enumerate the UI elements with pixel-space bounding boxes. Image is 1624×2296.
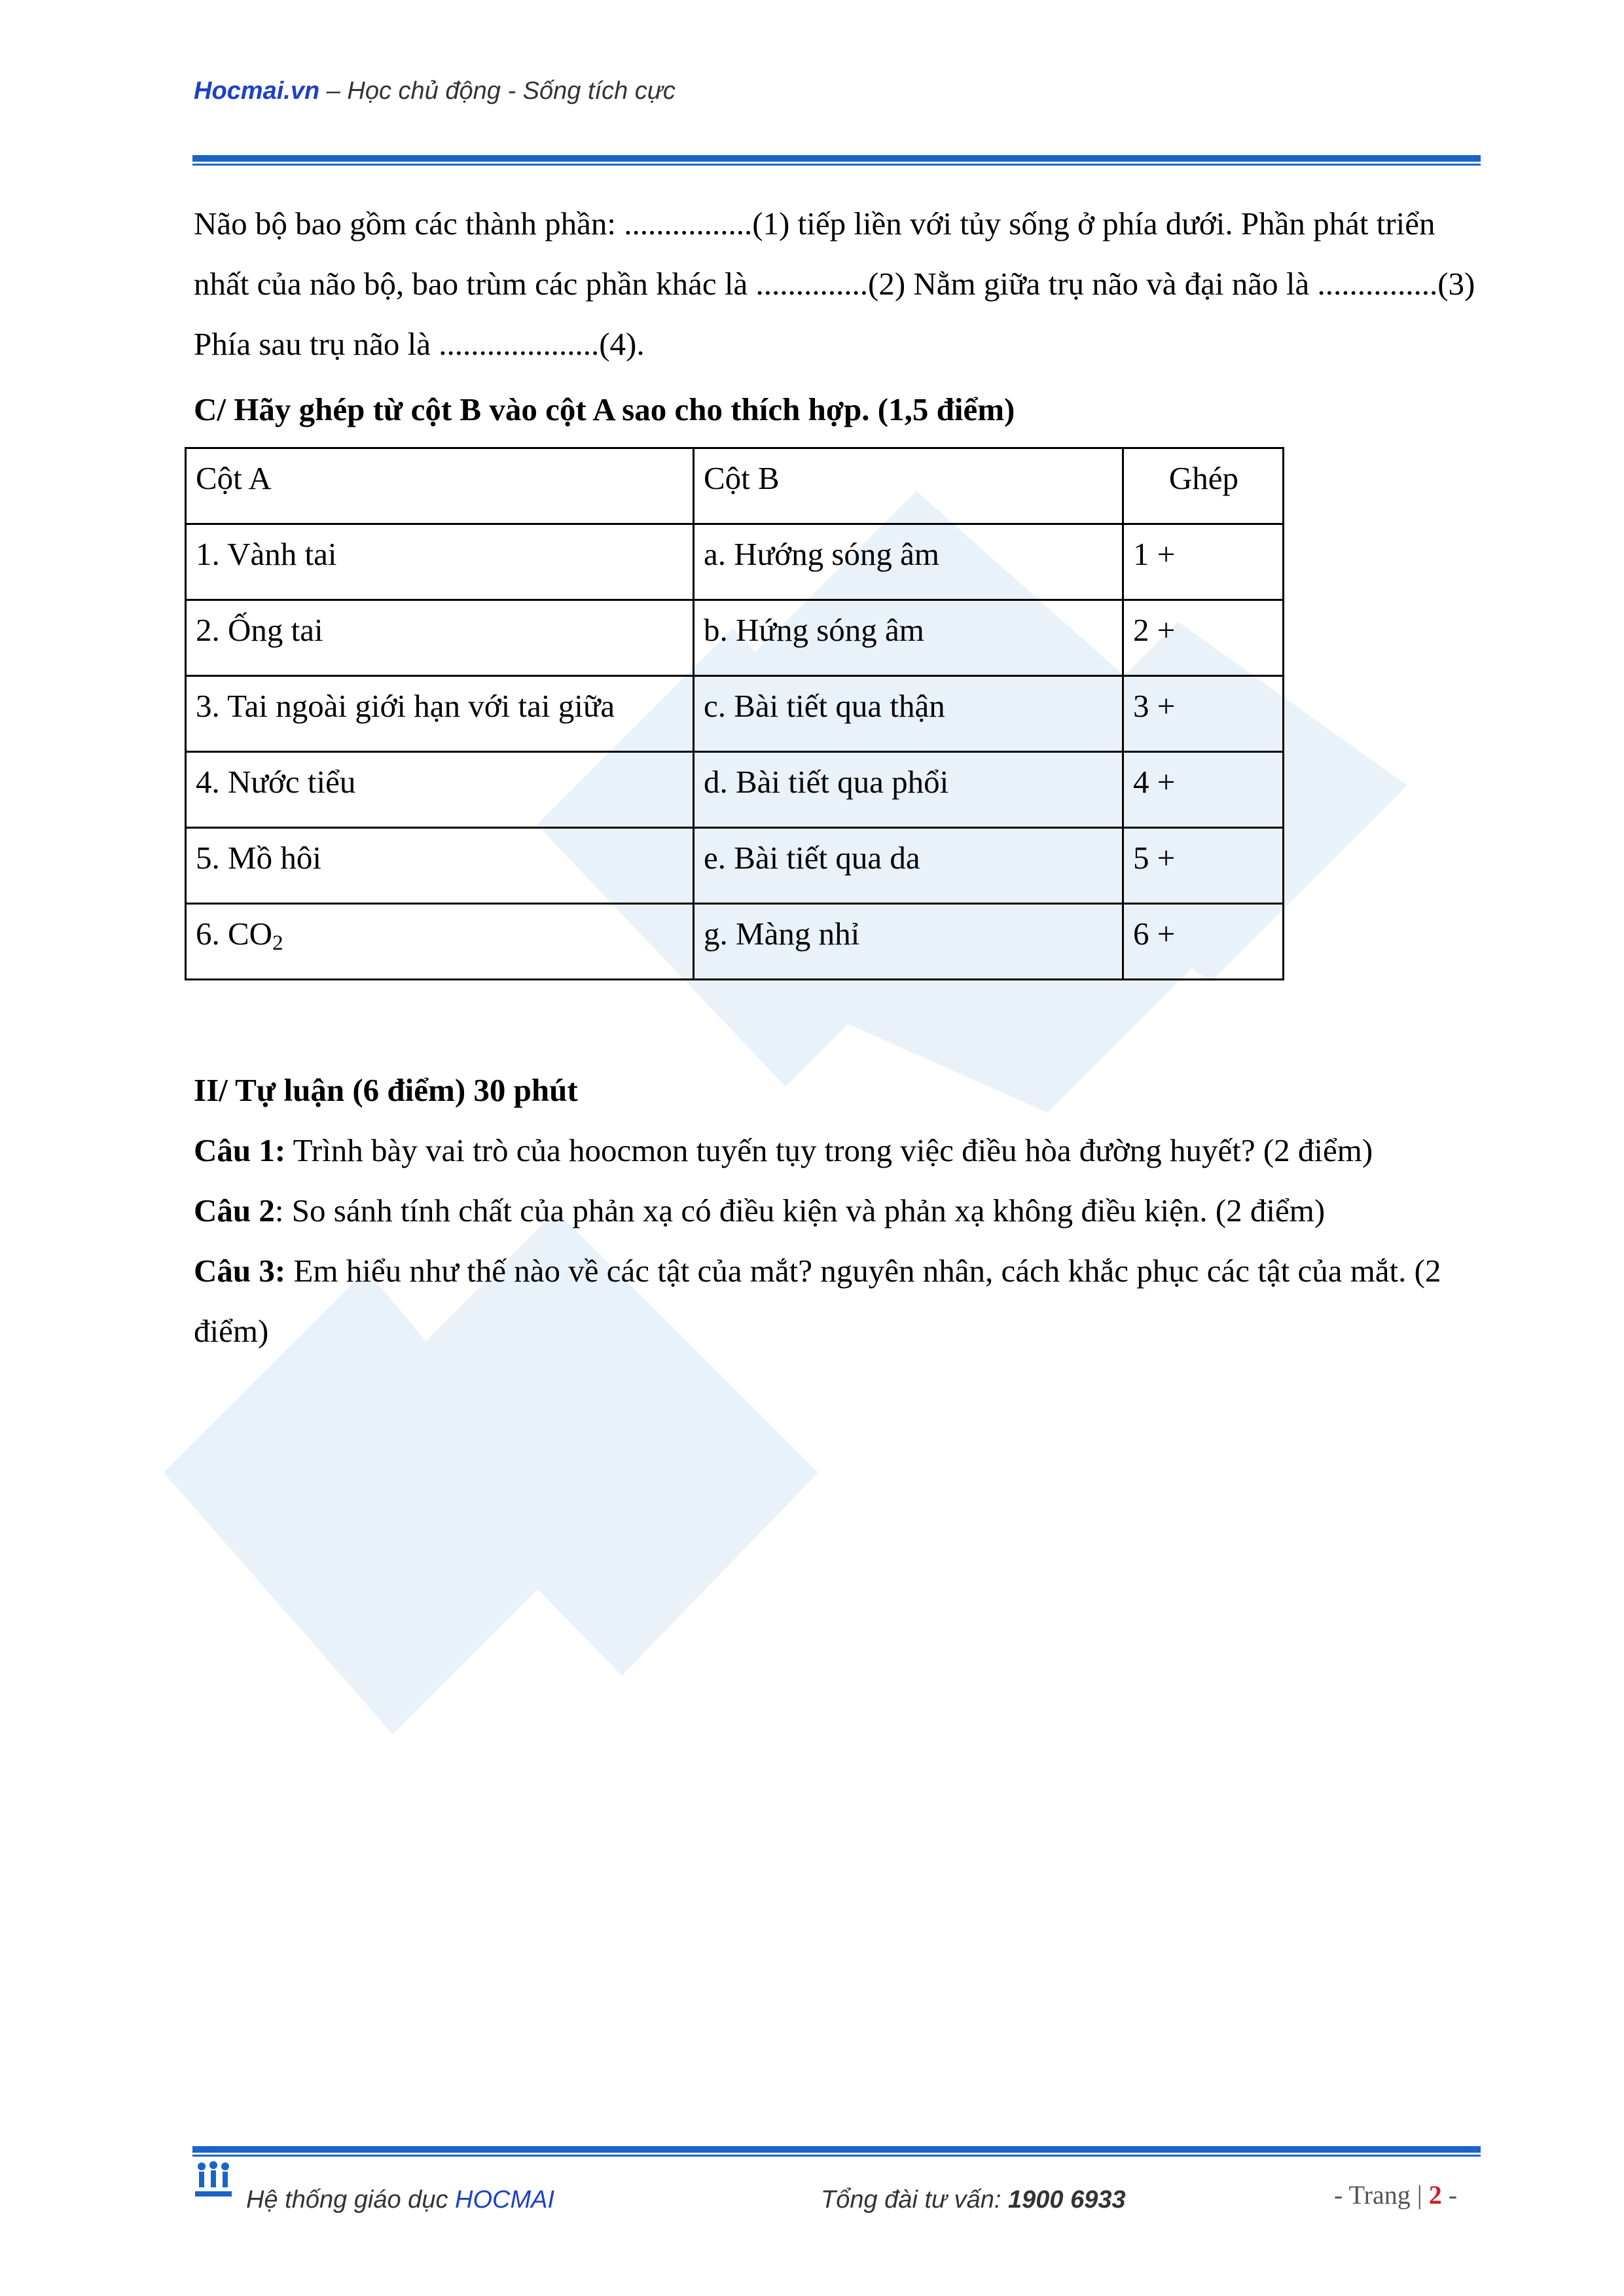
- section-c-title: C/ Hãy ghép từ cột B vào cột A sao cho thích hợp. (1,5 điểm): [194, 391, 1015, 427]
- cell-match: 3 +: [1123, 676, 1284, 752]
- header-divider-thin: [192, 164, 1481, 166]
- cell-b: b. Hứng sóng âm: [694, 600, 1123, 676]
- part-ii-title: II/ Tự luận (6 điểm) 30 phút: [194, 1072, 578, 1108]
- question-1-text: Trình bày vai trò của hoocmon tuyến tụy trong việc điều hòa đường huyết? (2 điểm): [285, 1132, 1373, 1168]
- cell-a: [186, 904, 694, 980]
- question-1-label: Câu 1:: [194, 1132, 286, 1168]
- header-divider: [192, 155, 1481, 162]
- cell-match: 4 +: [1123, 752, 1284, 828]
- cell-b: d. Bài tiết qua phổi: [694, 752, 1123, 828]
- cell-match: 5 +: [1123, 828, 1284, 904]
- cell-a: 4. Nước tiểu: [186, 752, 694, 828]
- question-2-text: : So sánh tính chất của phản xạ có điều kiện và phản xạ không điều kiện. (2 điểm): [274, 1193, 1326, 1229]
- footer-system: [246, 2186, 554, 2214]
- header-col-c: Ghép: [1123, 448, 1284, 524]
- table-row: [186, 524, 1284, 600]
- footer-brand: HOCMAI: [455, 2186, 555, 2214]
- cell-match: 6 +: [1123, 904, 1284, 980]
- question-3: [194, 1241, 1481, 1361]
- cell-a: 3. Tai ngoài giới hạn với tai giữa: [186, 676, 694, 752]
- question-2: [194, 1181, 1481, 1241]
- part-ii: [194, 1060, 1481, 1361]
- page-num: 2: [1428, 2180, 1442, 2210]
- co2-subscript: 2: [272, 931, 283, 955]
- footer-divider: [192, 2146, 1481, 2153]
- header-brand: Hocmai.vn: [194, 77, 320, 105]
- header-slogan: – Học chủ động - Sống tích cực: [319, 77, 676, 105]
- table-row: [186, 600, 1284, 676]
- table-row: [186, 828, 1284, 904]
- question-3-label: Câu 3:: [194, 1253, 286, 1289]
- table-row: [186, 904, 1284, 980]
- question-2-label: Câu 2: [194, 1193, 275, 1229]
- cell-b: g. Màng nhỉ: [694, 904, 1123, 980]
- footer-hotline-number: 1900 6933: [1008, 2186, 1126, 2214]
- cell-match: 1 +: [1123, 524, 1284, 600]
- cell-b: c. Bài tiết qua thận: [694, 676, 1123, 752]
- cell-b: a. Hướng sóng âm: [694, 524, 1123, 600]
- footer-divider-thin: [192, 2155, 1481, 2157]
- table-header-row: [186, 448, 1284, 524]
- brain-paragraph: Não bộ bao gồm các thành phần: ................(1) tiếp liền với tủy sống ở phía dưới. Phần phát triển nhất của não bộ, bao trùm các phần khác là ..............(2) Nằm giữa trụ não và đại não là ...............(3) Phía sau trụ não là ....................(4).: [194, 206, 1475, 362]
- page-header: [194, 77, 676, 105]
- hocmai-logo-icon: [192, 2161, 234, 2200]
- footer-left-prefix: Hệ thống giáo dục: [246, 2186, 456, 2214]
- question-1: [194, 1121, 1481, 1181]
- matching-table: [185, 447, 1284, 980]
- page-number: [1334, 2179, 1457, 2210]
- footer-hotline: [821, 2186, 1126, 2214]
- cell-b: e. Bài tiết qua da: [694, 828, 1123, 904]
- footer-hotline-label: Tổng đài tư vấn:: [821, 2186, 1009, 2214]
- table-row: [186, 676, 1284, 752]
- cell-a: 5. Mồ hôi: [186, 828, 694, 904]
- header-col-a: Cột A: [186, 448, 694, 524]
- question-3-text: Em hiểu như thế nào về các tật của mắt? nguyên nhân, cách khắc phục các tật của mắt. (2 điểm): [194, 1253, 1441, 1349]
- table-row: [186, 752, 1284, 828]
- header-col-b: Cột B: [694, 448, 1123, 524]
- cell-a: 2. Ống tai: [186, 600, 694, 676]
- page-prefix: - Trang |: [1334, 2180, 1429, 2210]
- cell-match: 2 +: [1123, 600, 1284, 676]
- co2-text: 6. CO: [196, 916, 273, 952]
- cell-a: 1. Vành tai: [186, 524, 694, 600]
- page-suffix: -: [1441, 2180, 1458, 2210]
